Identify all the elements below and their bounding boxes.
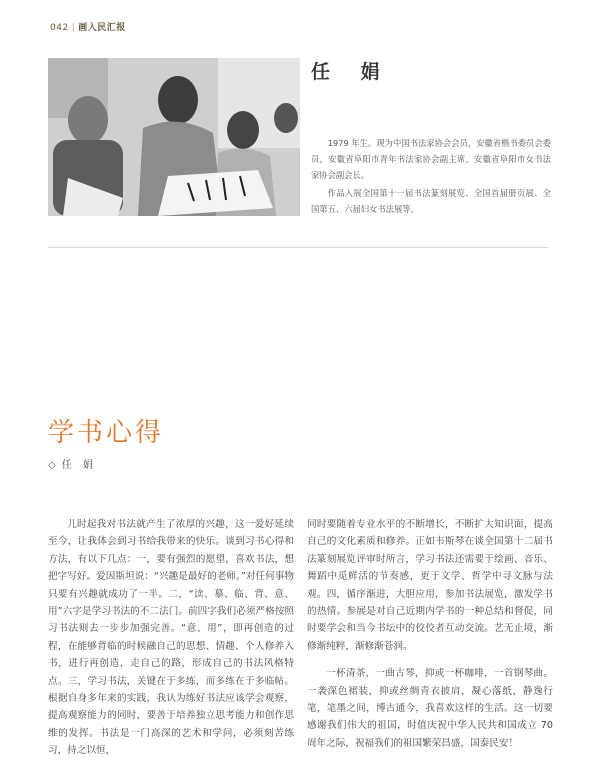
article-paragraph: 同时要随着专业水平的不断增长，不断扩大知识面，提高自己的文化素质和修养。正如韦斯琴在谈全国第十二届书法篆刻展览评审时所言，学习书法还需要于绘画、音乐、舞蹈中觅鲜活的节奏感，更于文学、哲学中寻文脉与法观。四，循序渐进，大胆应用，参加书法展览，激发学书的热情。参展是对自己近期内学书的一种总结和督促，同时要学会和当今书坛中的佼佼者互动交流。艺无止境，渐修渐纯粹，渐修渐苍润。 <box>307 519 553 652</box>
article-byline <box>48 456 97 471</box>
section-divider <box>48 247 548 248</box>
article-column-right <box>307 516 553 752</box>
byline-author: 任 娟 <box>61 460 97 471</box>
artist-photo <box>48 58 300 216</box>
photo-illustration <box>48 58 300 216</box>
artist-name: 任 娟 <box>311 61 392 83</box>
article-paragraph: 儿时起我对书法就产生了浓厚的兴趣，这一爱好延续至今，让我体会到习书给我带来的快乐。谈到习书心得和方法，有以下几点：一，要有强烈的愿望，喜欢书法，想把字写好。爱因斯坦说：“兴趣是最好的老师。”对任何事物只要有兴趣就成功了一半。二，“读、摹、临、背、意、用”六字是学习书法的不二法门。前四字我们必须严格按照习书法则去一步步加强完善。“意、用”，即再创造的过程，在能够背临的时候融自己的思想、情趣、个人修养入书，进行再创造，走自己的路，形成自己的书法风格特点。三，学习书法，关键在于多练，而多练在于多临帖。根据自身多年来的实践，我认为练好书法应该学会观察，提高观察能力的同时，要善于培养独立思考能力和创作思维的发挥。书法是一门高深的艺术和学问，必须刻苦练习，持之以恒， <box>48 519 294 757</box>
magazine-name: 画入民汇报 <box>78 23 126 33</box>
bio-paragraph: 作品入展全国第十一届书法篆刻展览、全国首届册页展、全国第五、六届妇女书法展等。 <box>311 188 551 214</box>
article-column-left <box>48 516 294 760</box>
bio-paragraph: 1979 年生。现为中国书法家协会会员，安徽省楷书委员会委员，安徽省阜阳市青年书法家协会副主席，安徽省阜阳市女书法家协会副会长。 <box>311 138 551 180</box>
article-title: 学书心得 <box>48 418 165 448</box>
diamond-icon: ◇ <box>48 460 56 471</box>
page-header <box>50 20 126 33</box>
page-number: 042 <box>50 23 69 33</box>
header-separator: | <box>71 23 76 33</box>
article-paragraph: 一杯清茶，一曲古琴，抑或一杯咖啡，一首钢琴曲。一袭深色裙装，抑或丝绸青衣披肩，凝心落纸，静逸行笔，笔墨之间，博古通今，我喜欢这样的生活。这一切要感谢我们伟大的祖国，时值庆祝中华人民共和国成立 70 周年之际，祝福我们的祖国繁荣昌盛，国泰民安！ <box>307 668 553 749</box>
artist-bio <box>311 135 551 219</box>
